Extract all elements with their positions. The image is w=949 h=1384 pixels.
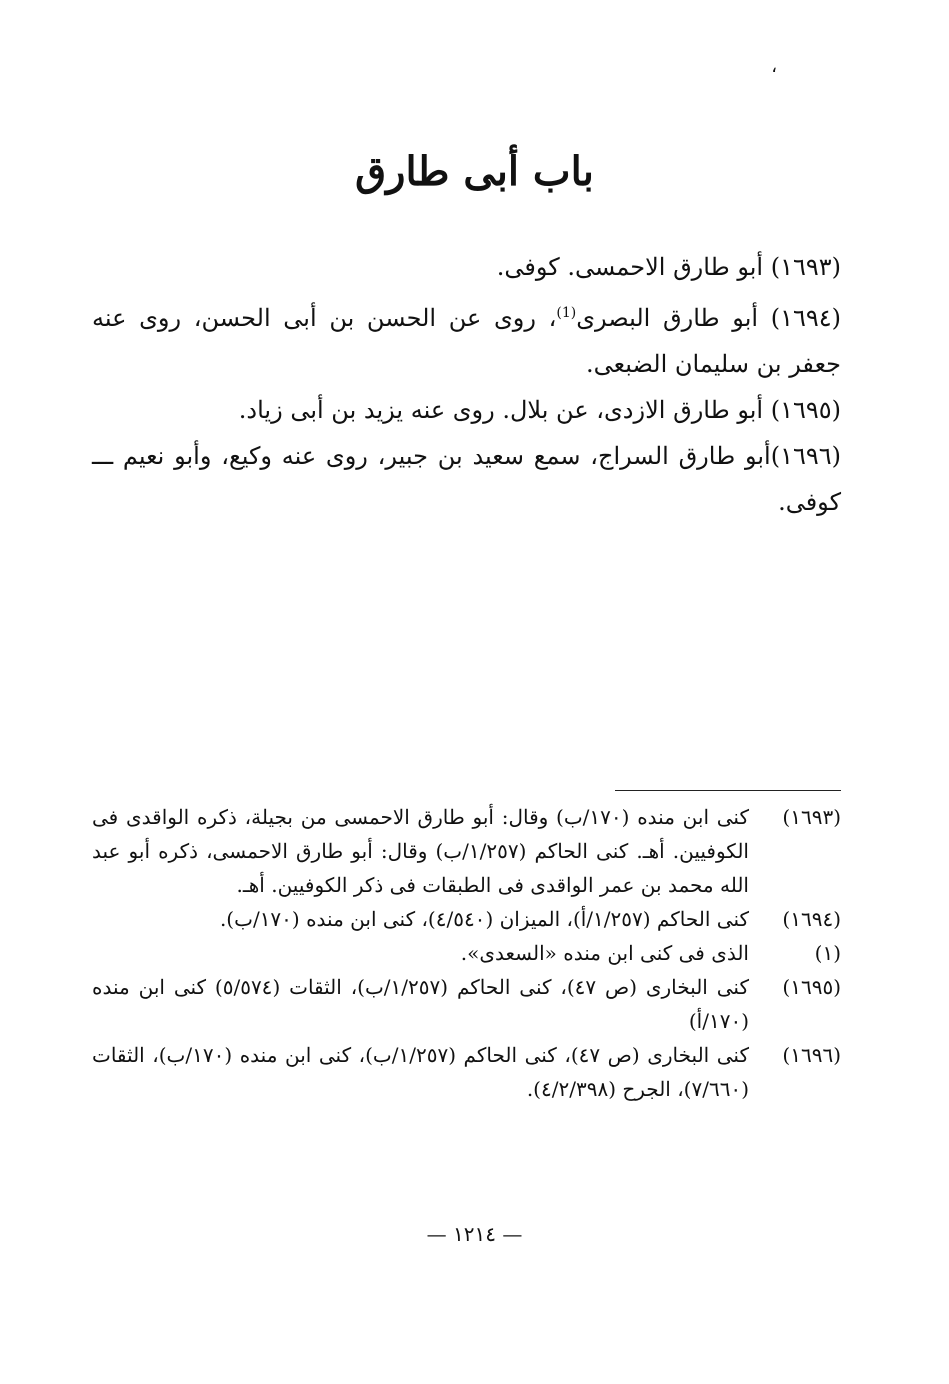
footnote-number: (١٦٩٥) [782,975,841,999]
footnote-text: كنى البخارى (ص ٤٧)، كنى الحاكم (١/٢٥٧/ب)، الثقات (٥/٥٧٤) كنى ابن منده (١٧٠/أ) [92,975,749,1033]
footnotes [92,800,841,1106]
chapter-title: باب أبى طارق [355,148,594,195]
footnote-number: (١٦٩٣) [782,805,841,829]
footnote-1695 [92,970,841,1038]
footnote-1694 [92,902,841,936]
page-number: — ١٢١٤ — [426,1222,523,1246]
footnote-text: الذى فى كنى ابن منده «السعدى». [460,941,749,965]
entry-1694-text: (١٦٩٤) أبو طارق البصرى [576,304,842,332]
footnote-1696 [92,1038,841,1106]
footnote-number: (١) [814,941,841,965]
footnote-text: كنى الحاكم (١/٢٥٧/أ)، الميزان (٤/٥٤٠)، كنى ابن منده (١٧٠/ب). [219,907,749,931]
footnote-number: (١٦٩٤) [782,907,841,931]
entries-list [92,244,841,525]
entry-1694-text-cont: ، روى عن الحسن بن أبى الحسن، روى عنه جعفر بن سليمان الضبعى. [92,304,841,378]
footnote-1 [92,936,841,970]
footnote-1693 [92,800,841,902]
footnote-text: كنى البخارى (ص ٤٧)، كنى الحاكم (١/٢٥٧/ب)، كنى ابن منده (١٧٠/ب)، الثقات (٧/٦٦٠)، الجرح (٤/٢/٣٩٨). [92,1043,749,1101]
corner-mark: ، [771,56,777,77]
entry-1695: (١٦٩٥) أبو طارق الازدى، عن بلال. روى عنه يزيد بن أبى زياد. [238,396,841,424]
entry-1693: (١٦٩٣) أبو طارق الاحمسى. كوفى. [496,253,841,281]
footnote-number: (١٦٩٦) [782,1043,841,1067]
entry-1694 [92,290,841,387]
footnote-ref-1[interactable]: (1) [556,305,577,321]
footnote-separator [615,790,841,791]
entry-1696: (١٦٩٦)أبو طارق السراج، سمع سعيد بن جبير، روى عنه وكيع، وأبو نعيم ـــ كوفى. [92,442,841,516]
footnote-text: كنى ابن منده (١٧٠/ب) وقال: أبو طارق الاحمسى من بجيلة، ذكره الواقدى فى الكوفيين. أهـ. كنى الحاكم (١/٢٥٧/ب) وقال: أبو طارق الاحمسى، ذكره أبو عبد الله محمد بن عمر الواقدى فى الطبقات فى ذكر الكوفيين. أهـ. [92,805,749,897]
